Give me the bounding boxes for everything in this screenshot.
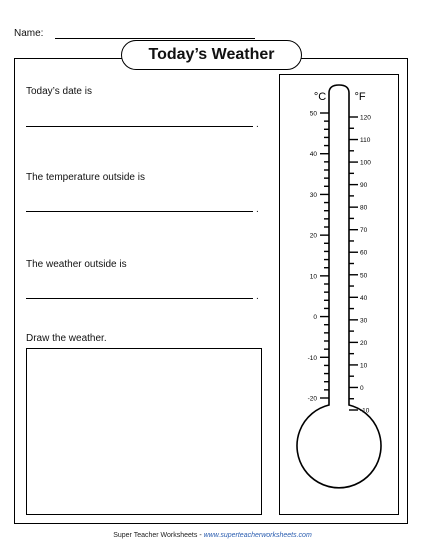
celsius-tick-label: 0 [313, 314, 317, 322]
name-label: Name: [14, 28, 44, 39]
celsius-tick-label: 40 [309, 151, 317, 159]
celsius-tick-label: 20 [309, 232, 317, 240]
title-banner [121, 40, 302, 70]
thermometer-outline [297, 85, 381, 488]
fahrenheit-tick-label: 100 [360, 159, 371, 167]
celsius-tick-label: 50 [309, 110, 317, 118]
name-field[interactable] [55, 38, 255, 39]
footer-url[interactable]: www.superteacherworksheets.com [203, 532, 312, 539]
date-answer-line[interactable] [26, 126, 253, 127]
draw-prompt-label: Draw the weather. [26, 333, 107, 344]
celsius-tick-label: 30 [309, 191, 317, 199]
celsius-tick-label: 10 [309, 273, 317, 281]
weather-answer-period: . [256, 291, 259, 302]
fahrenheit-tick-label: 50 [360, 272, 368, 280]
fahrenheit-tick-label: 90 [360, 182, 368, 190]
footer [0, 532, 425, 539]
fahrenheit-tick-label: 0 [360, 384, 364, 392]
thermometer-panel [279, 74, 399, 515]
thermometer [280, 75, 400, 516]
temperature-answer-line[interactable] [26, 211, 253, 212]
date-answer-period: . [256, 119, 259, 130]
celsius-tick-label: -10 [307, 354, 317, 362]
footer-separator: - [197, 532, 204, 539]
prompt-date-label: Today’s date is [26, 86, 92, 97]
drawing-area[interactable] [26, 348, 262, 515]
prompt-temperature-label: The temperature outside is [26, 172, 145, 183]
footer-brand: Super Teacher Worksheets [113, 532, 198, 539]
fahrenheit-tick-label: 110 [360, 137, 371, 145]
celsius-tick-label: -20 [307, 395, 317, 403]
fahrenheit-unit-label: °F [354, 91, 366, 103]
fahrenheit-tick-label: 60 [360, 249, 368, 257]
celsius-unit-label: °C [313, 91, 327, 103]
celsius-scale [308, 111, 329, 403]
page-title: Today’s Weather [148, 46, 275, 63]
fahrenheit-tick-label: 30 [360, 317, 368, 325]
fahrenheit-tick-label: 10 [360, 362, 368, 370]
fahrenheit-tick-label: 120 [360, 114, 371, 122]
weather-answer-line[interactable] [26, 298, 253, 299]
fahrenheit-tick-label: 80 [360, 204, 368, 212]
fahrenheit-tick-label: 20 [360, 339, 368, 347]
temperature-answer-period: . [256, 204, 259, 215]
fahrenheit-tick-label: -10 [360, 407, 370, 415]
fahrenheit-tick-label: 40 [360, 294, 368, 302]
fahrenheit-tick-label: 70 [360, 227, 368, 235]
prompt-weather-label: The weather outside is [26, 259, 127, 270]
fahrenheit-scale [349, 115, 371, 415]
